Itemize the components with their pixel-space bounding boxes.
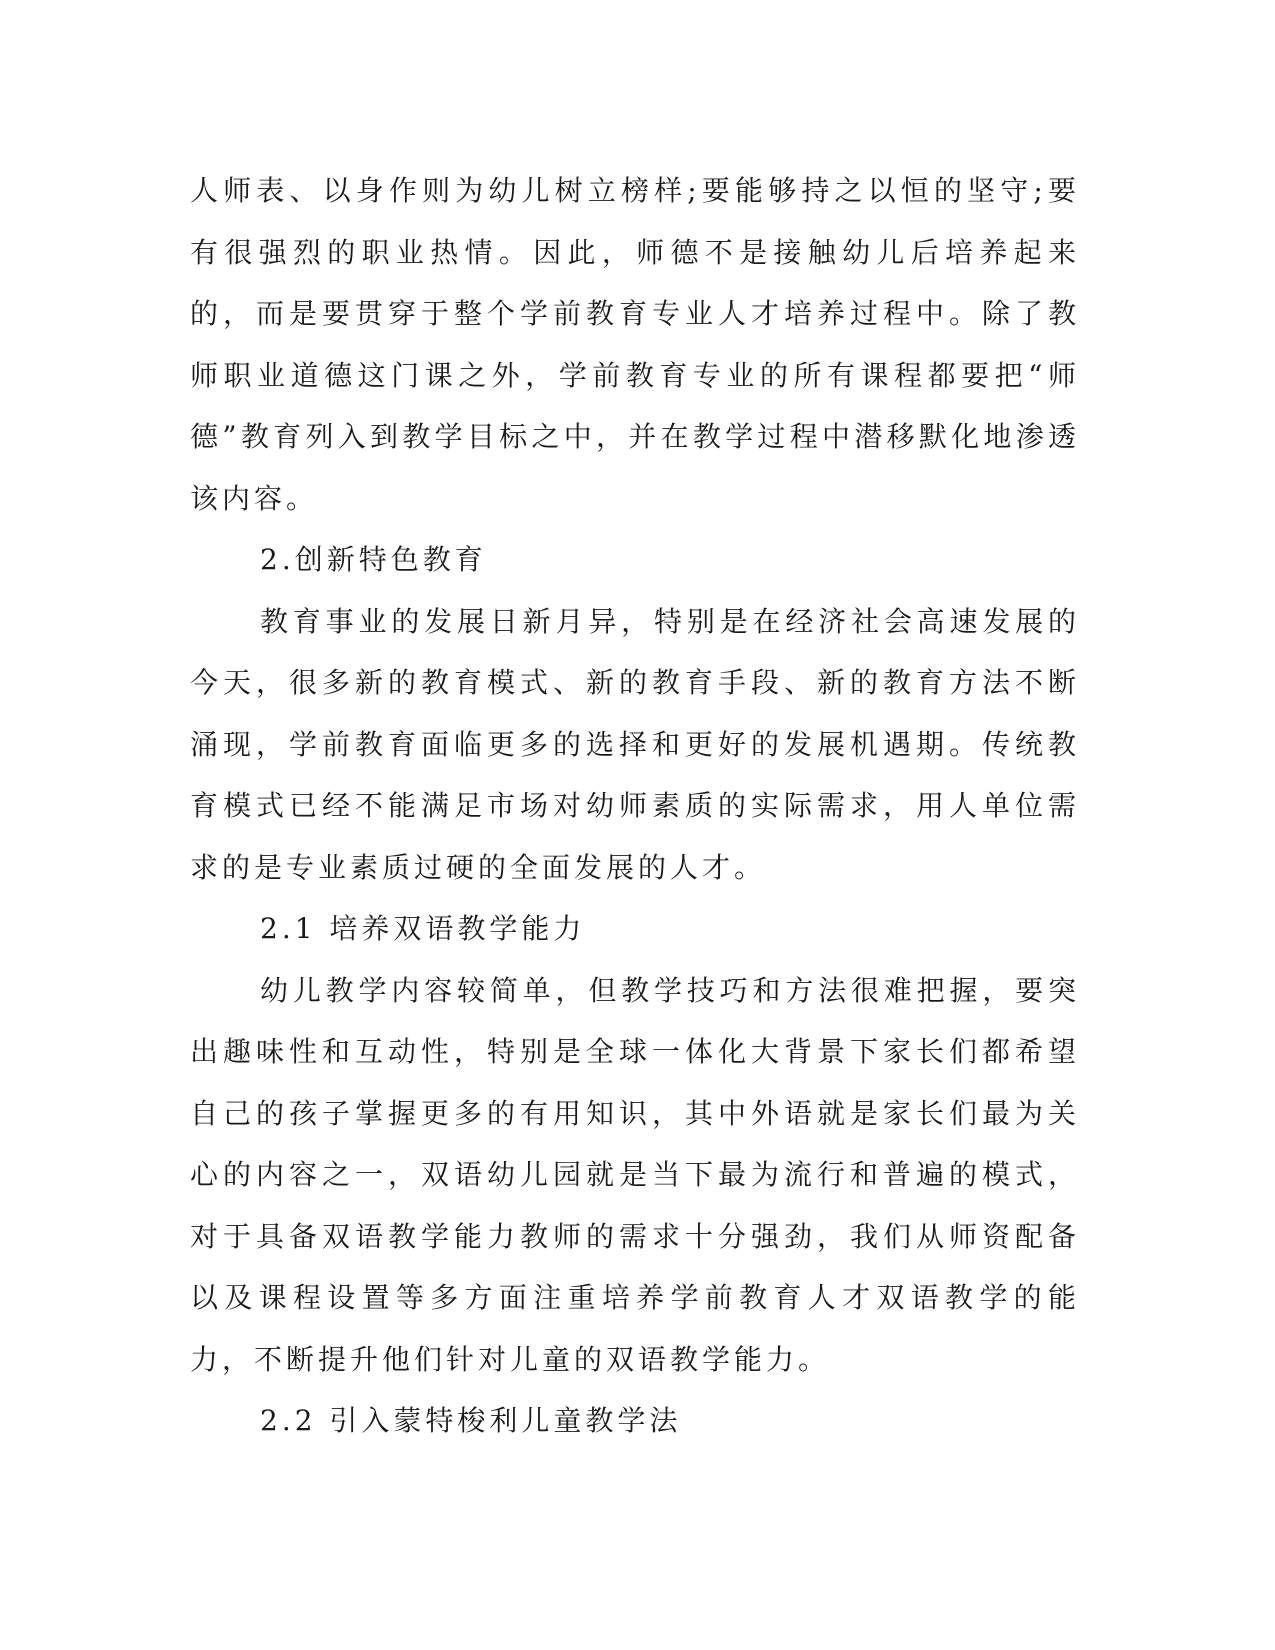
body-paragraph: 人师表、以身作则为幼儿树立榜样;要能够持之以恒的坚守;要有很强烈的职业热情。因此，师德不是接触幼儿后培养起来的，而是要贯穿于整个学前教育专业人才培养过程中。除了教师职业道德这门课之外，学前教育专业的所有课程都要把“师德”教育列入到教学目标之中，并在教学过程中潜移默化地渗透该内容。	[190, 174, 1080, 515]
body-paragraph: 幼儿教学内容较简单，但教学技巧和方法很难把握，要突出趣味性和互动性，特别是全球一体化大背景下家长们都希望自己的孩子掌握更多的有用知识，其中外语就是家长们最为关心的内容之一，双语幼儿园就是当下最为流行和普遍的模式，对于具备双语教学能力教师的需求十分强劲，我们从师资配备以及课程设置等多方面注重培养学前教育人才双语教学的能力，不断提升他们针对儿童的双语教学能力。	[190, 973, 1080, 1376]
section-heading: 2.创新特色教育	[260, 543, 487, 576]
section-heading: 2.1 培养双语教学能力	[260, 912, 586, 945]
section-heading: 2.2 引入蒙特梭利儿童教学法	[260, 1404, 682, 1437]
document-body	[190, 160, 1080, 1452]
body-paragraph: 教育事业的发展日新月异，特别是在经济社会高速发展的今天，很多新的教育模式、新的教育手段、新的教育方法不断涌现，学前教育面临更多的选择和更好的发展机遇期。传统教育模式已经不能满足市场对幼师素质的实际需求，用人单位需求的是专业素质过硬的全面发展的人才。	[190, 604, 1080, 884]
